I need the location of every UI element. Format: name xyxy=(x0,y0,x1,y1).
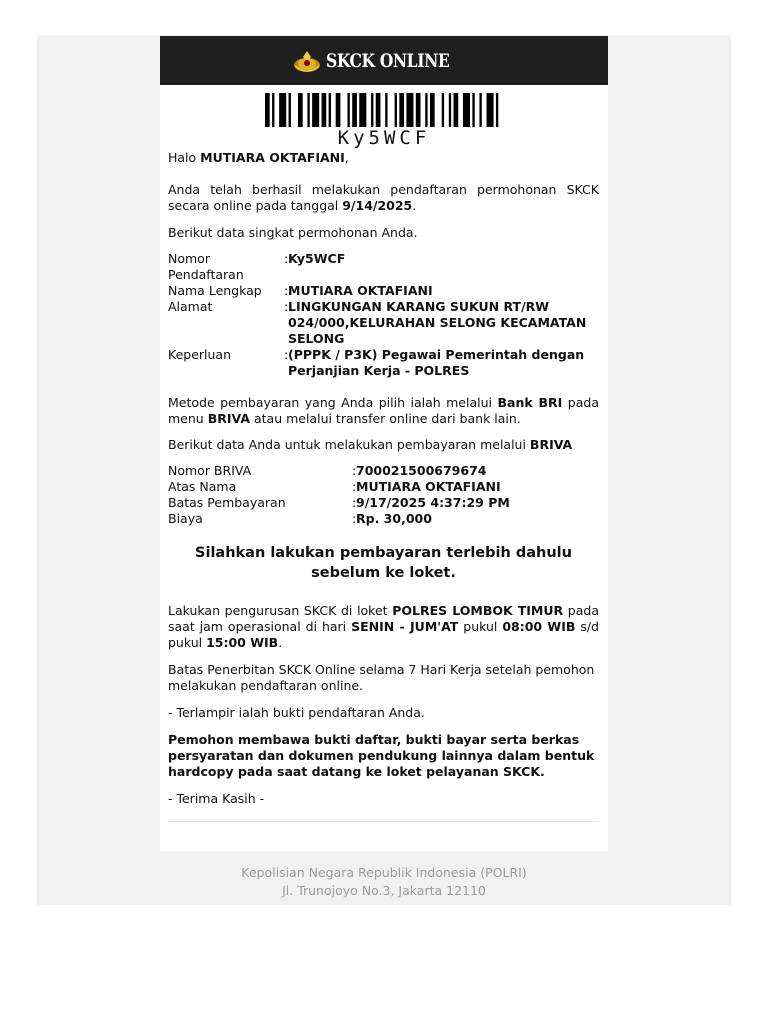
applicant-label: Keperluan xyxy=(168,347,232,362)
applicant-label: Alamat xyxy=(168,299,213,314)
payment-notice: Silahkan lakukan pembayaran terlebih dahulu sebelum ke loket. xyxy=(195,545,572,581)
applicant-value: Ky5WCF xyxy=(288,251,346,266)
greeting: Halo MUTIARA OKTAFIANI, xyxy=(168,150,349,165)
briva-value: 9/17/2025 4:37:29 PM xyxy=(356,495,510,510)
footer-address: Jl. Trunojoyo No.3, Jakarta 12110 xyxy=(282,883,486,898)
registration-date: 9/14/2025 xyxy=(342,198,413,213)
police-emblem-icon xyxy=(292,48,322,74)
briva-label: Batas Pembayaran xyxy=(168,495,286,510)
briva-label: Nomor BRIVA xyxy=(168,463,252,478)
attached-text: - Terlampir ialah bukti pendaftaran Anda. xyxy=(168,705,425,720)
email-card xyxy=(160,36,608,851)
deadline-text: Batas Penerbitan SKCK Online selama 7 Hari Kerja setelah pemohon melakukan pendaftaran online. xyxy=(168,662,595,693)
applicant-value: LINGKUNGAN KARANG SUKUN RT/RW 024/000,KELURAHAN SELONG KECAMATAN SELONG xyxy=(288,299,587,346)
applicant-label: Nomor Pendaftaran xyxy=(168,251,244,282)
payment-method-text: Metode pembayaran yang Anda pilih ialah melalui Bank BRI pada menu BRIVA atau melalui transfer online dari bank lain. xyxy=(168,395,599,426)
barcode-graphic xyxy=(265,93,503,127)
applicant-value: MUTIARA OKTAFIANI xyxy=(288,283,433,298)
intro-text: Anda telah berhasil melakukan pendaftaran permohonan SKCK secara online pada tanggal 9/14/2025. xyxy=(168,182,599,213)
bring-documents-text: Pemohon membawa bukti daftar, bukti bayar serta berkas persyaratan dan dokumen pendukung lainnya dalam bentuk hardcopy pada saat datang ke loket pelayanan SKCK. xyxy=(168,732,595,779)
office-text: Lakukan pengurusan SKCK di loket POLRES LOMBOK TIMUR pada saat jam operasional di hari SENIN - JUM'AT pukul 08:00 WIB s/d pukul 15:00 WIB. xyxy=(168,603,599,650)
divider xyxy=(168,821,599,822)
email-body xyxy=(160,150,608,807)
briva-value: MUTIARA OKTAFIANI xyxy=(356,479,501,494)
briva-label: Biaya xyxy=(168,511,203,526)
briva-value: Rp. 30,000 xyxy=(356,511,432,526)
header-bar xyxy=(160,36,608,85)
greeting-name: MUTIARA OKTAFIANI xyxy=(200,150,345,165)
briva-table: Nomor BRIVA : 700021500679674 Atas Nama : MUTIARA OKTAFIANI Batas Pembayaran : 9/17/2025 4:37:29 PM Biaya : Rp. 30,000 xyxy=(168,463,599,527)
applicant-value: (PPPK / P3K) Pegawai Pemerintah dengan Perjanjian Kerja - POLRES xyxy=(288,347,585,378)
barcode xyxy=(160,93,608,148)
footer xyxy=(0,864,768,900)
barcode-code: Ky5WCF xyxy=(337,127,431,149)
briva-value: 700021500679674 xyxy=(356,463,487,478)
header-title: SKCK ONLINE xyxy=(325,49,450,72)
footer-org: Kepolisian Negara Republik Indonesia (POLRI) xyxy=(241,865,527,880)
header-logo xyxy=(292,48,477,74)
applicant-table: Nomor Pendaftaran : Ky5WCF Nama Lengkap : MUTIARA OKTAFIANI Alamat : LINGKUNGAN KARANG SUKUN RT/RW 024/000,KELURAHAN SELONG KECAMATAN SELONG Keperluan : (PPPK / P3K) Pegawai Pemerintah dengan Perjanjian Kerja - POLRES xyxy=(168,251,599,379)
thanks-text: - Terima Kasih - xyxy=(168,791,265,806)
briva-label: Atas Nama xyxy=(168,479,237,494)
summary-intro: Berikut data singkat permohonan Anda. xyxy=(168,225,418,240)
briva-intro: Berikut data Anda untuk melakukan pembayaran melalui BRIVA xyxy=(168,437,573,452)
applicant-label: Nama Lengkap xyxy=(168,283,262,298)
